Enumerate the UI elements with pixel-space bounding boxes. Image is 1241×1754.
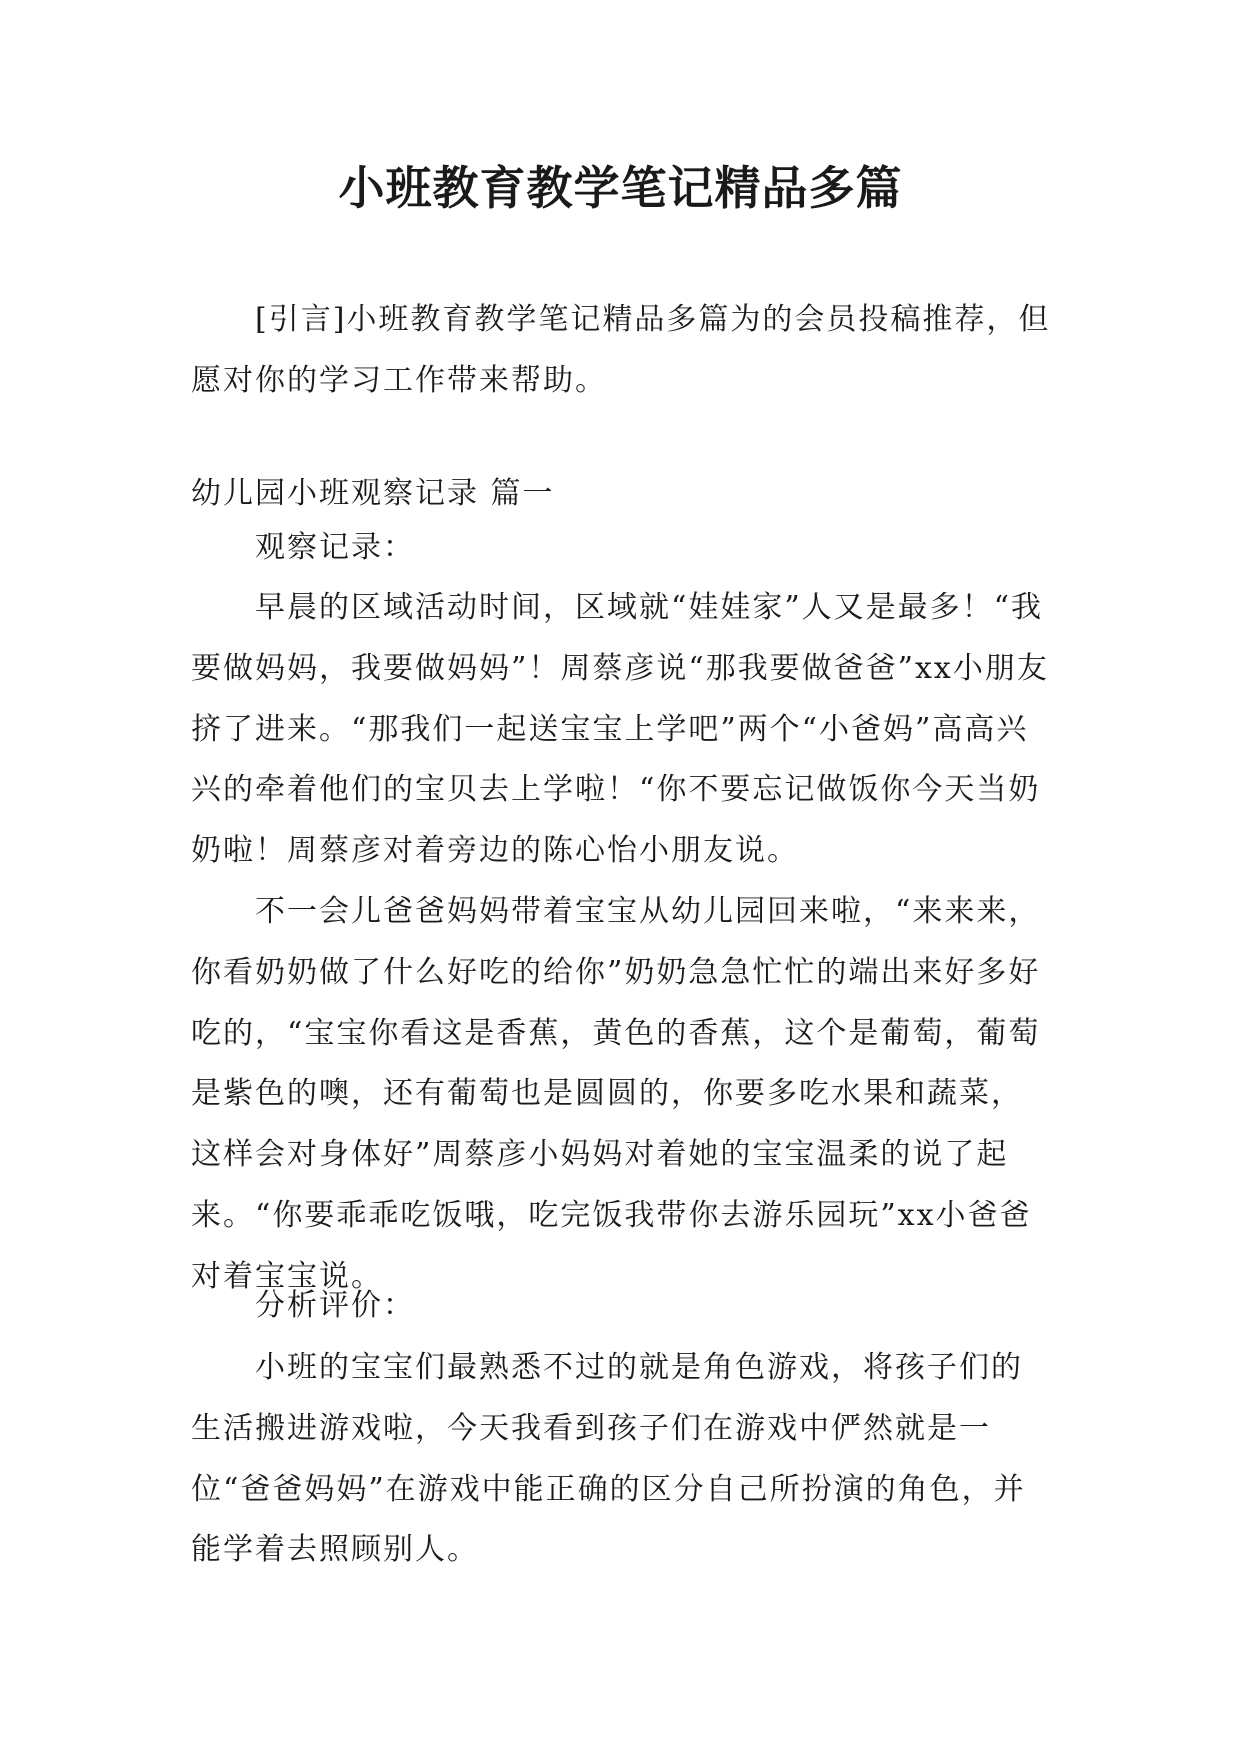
- analysis-paragraph: 小班的宝宝们最熟悉不过的就是角色游戏，将孩子们的生活搬进游戏啦，今天我看到孩子们在游戏中俨然就是一位“爸爸妈妈”在游戏中能正确的区分自己所扮演的角色，并能学着去照顾别人。: [191, 1350, 1026, 1568]
- observation-paragraph-2: 不一会儿爸爸妈妈带着宝宝从幼儿园回来啦，“来来来，你看奶奶做了什么好吃的给你”奶奶急急忙忙的端出来好多好吃的，“宝宝你看这是香蕉，黄色的香蕉，这个是葡萄，葡萄是紫色的噢，还有葡萄也是圆圆的，你要多吃水果和蔬菜，这样会对身体好”周蔡彦小妈妈对着她的宝宝温柔的说了起来。“你要乖乖吃饭哦，吃完饭我带你去游乐园玩”xx小爸爸对着宝宝说。: [191, 894, 1041, 1294]
- intro-paragraph: [引言]小班教育教学笔记精品多篇为的会员投稿推荐，但愿对你的学习工作带来帮助。: [191, 302, 1051, 398]
- section-heading: 幼儿园小班观察记录 篇一: [191, 476, 555, 511]
- analysis-label: 分析评价：: [255, 1288, 415, 1323]
- observation-paragraph-1: 早晨的区域活动时间，区域就“娃娃家”人又是最多！“我要做妈妈，我要做妈妈”！周蔡彦说“那我要做爸爸”xx小朋友挤了进来。“那我们一起送宝宝上学吧”两个“小爸妈”高高兴兴的牵着他们的宝贝去上学啦！“你不要忘记做饭你今天当奶奶啦！周蔡彦对着旁边的陈心怡小朋友说。: [191, 590, 1049, 869]
- observation-label: 观察记录：: [255, 530, 415, 565]
- document-title: 小班教育教学笔记精品多篇: [338, 161, 903, 215]
